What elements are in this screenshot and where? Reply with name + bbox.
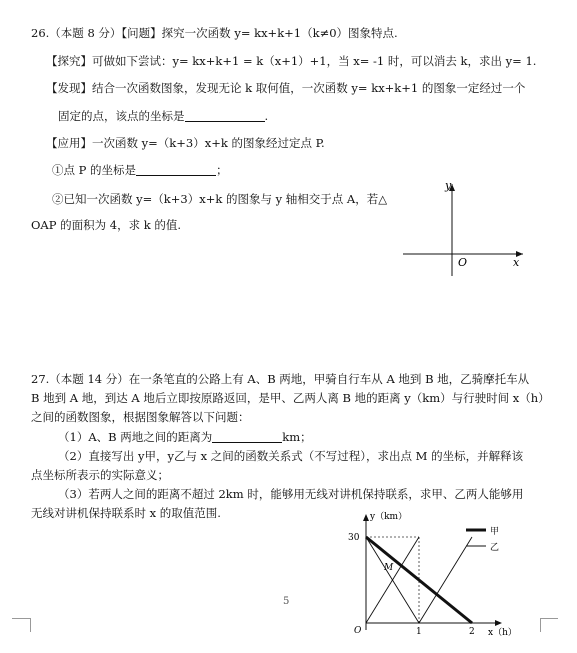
q27-legend-yi-label: 乙 <box>490 543 500 553</box>
q27-distance-time-graph <box>340 508 550 648</box>
q26-origin-label: O <box>458 256 468 269</box>
q27-point-m-label: M <box>384 563 394 573</box>
q27-y-arrow <box>363 514 369 521</box>
q27-x-tick-1: 1 <box>416 627 422 637</box>
q26-discover-line1: 【发现】结合一次函数图象，发现无论 k 取何值，一次函数 y= kx+k+1 的图象一定经过一个 <box>46 81 526 95</box>
q26-discover-line2 <box>58 108 268 124</box>
q27-item1 <box>58 429 312 445</box>
q27-x-arrow <box>495 620 502 626</box>
q26-apply-2: ②已知一次函数 y=（k+3）x+k 的图象与 y 轴相交于点 A，若△ <box>52 192 388 206</box>
q27-x-axis-label: x（h） <box>488 628 517 638</box>
q27-legend-jia-label: 甲 <box>490 527 500 537</box>
crop-mark-bottom-left <box>12 618 31 632</box>
q26-apply: 【应用】一次函数 y=（k+3）x+k 的图象经过定点 P. <box>46 136 325 150</box>
q27-line2: B 地到 A 地，到达 A 地后立即按原路返回，是甲、乙两人离 B 地的距离 y（km）与行驶时间 x（h） <box>31 391 550 405</box>
q26-explore: 【探究】可做如下尝试：y= kx+k+1 = k（x+1）+1，当 x= -1 时，可以消去 k，求出 y= 1. <box>46 54 537 68</box>
q27-item2a: （2）直接写出 y甲，y乙与 x 之间的函数关系式（不写过程），求出点 M 的坐标，并解释该 <box>58 449 524 463</box>
q27-item2b: 点坐标所表示的实际意义； <box>31 468 169 482</box>
q26-discover-end: . <box>264 109 269 123</box>
crop-mark-bottom-left-h <box>12 618 30 619</box>
q27-y-axis-label: y（km） <box>370 512 408 522</box>
q26-x-label: x <box>513 256 520 269</box>
q26-apply-2b: OAP 的面积为 4，求 k 的值. <box>31 218 182 232</box>
q26-answer-blank-fixed-point <box>185 109 265 122</box>
q26-coordinate-axes <box>395 178 535 278</box>
q27-answer-blank-distance <box>212 430 282 443</box>
q26-answer-blank-p <box>136 163 216 176</box>
q26-apply-1-text: ①点 P 的坐标是 <box>52 163 137 177</box>
q26-discover-text: 固定的点，该点的坐标是 <box>58 109 185 123</box>
q27-line1: 27.（本题 14 分）在一条笔直的公路上有 A、B 两地，甲骑自行车从 A 地到 B 地，乙骑摩托车从 <box>31 372 530 386</box>
q27-item3a: （3）若两人之间的距离不超过 2km 时，能够用无线对讲机保持联系，求甲、乙两人能够用 <box>58 487 524 501</box>
q27-item3b: 无线对讲机保持联系时 x 的取值范围. <box>31 506 221 520</box>
q26-apply-1 <box>52 162 228 178</box>
q27-line3: 之间的函数图象，根据图象解答以下问题： <box>31 410 250 424</box>
q27-y-tick-30: 30 <box>348 533 360 543</box>
q27-origin-label: O <box>354 626 362 636</box>
q27-item1-end: km； <box>282 430 312 444</box>
q26-apply-1-end: ； <box>216 163 228 177</box>
page-number: 5 <box>283 596 290 607</box>
q27-item1-text: （1）A、B 两地之间的距离为 <box>58 430 213 444</box>
q26-y-label: y <box>445 179 452 192</box>
q27-x-tick-2: 2 <box>469 627 475 637</box>
q26-header: 26.（本题 8 分）【问题】探究一次函数 y= kx+k+1（k≠0）图象特点. <box>31 26 398 40</box>
